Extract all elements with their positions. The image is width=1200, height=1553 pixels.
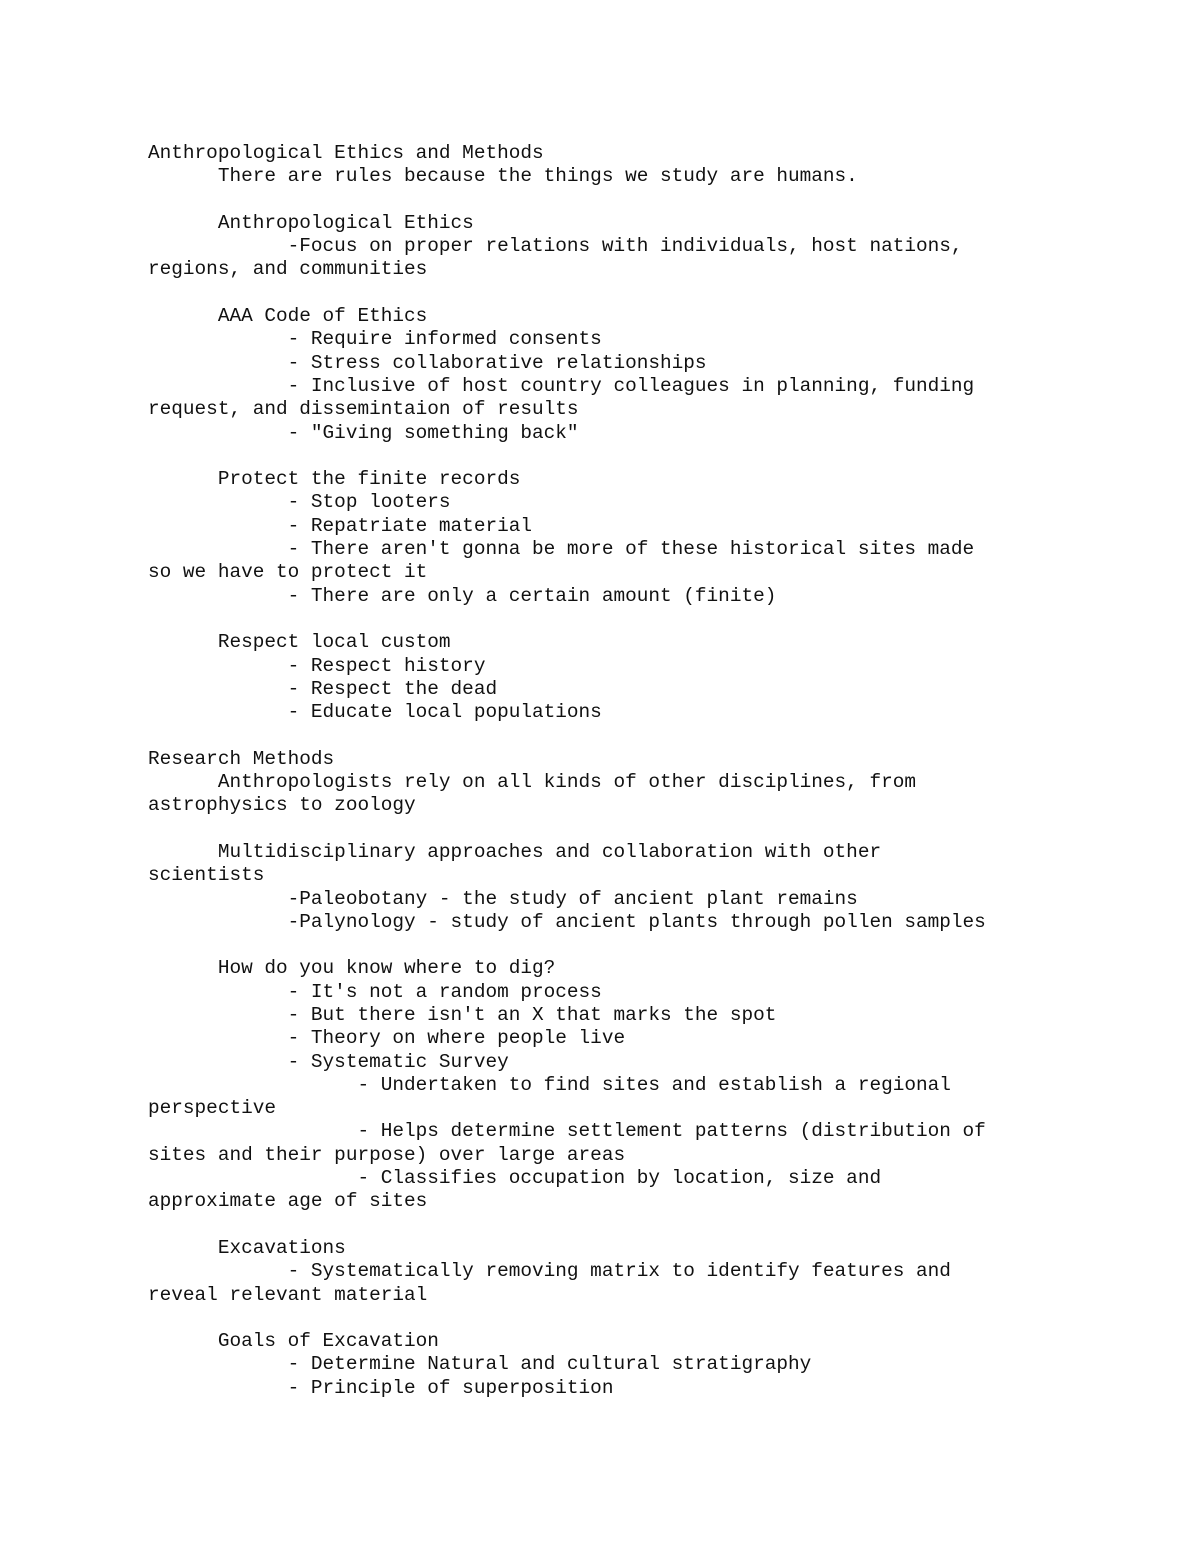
text-line: Respect local custom [148, 631, 451, 654]
text-line: - But there isn't an X that marks the spot [148, 1003, 777, 1026]
blank-line [148, 282, 1048, 305]
text-line: - Stop looters [148, 491, 451, 514]
text-line: - There aren't gonna be more of these historical sites made [148, 538, 975, 561]
text-line: - There are only a certain amount (finite) [148, 584, 777, 607]
text-line: - Systematic Survey [148, 1050, 509, 1073]
document-body [148, 142, 1048, 1400]
text-line: -Paleobotany - the study of ancient plant remains [148, 887, 858, 910]
text-line: Multidisciplinary approaches and collaboration with other [148, 840, 882, 863]
text-line: Anthropological Ethics [148, 211, 474, 234]
text-line: astrophysics to zoology [148, 794, 416, 817]
text-line: - Require informed consents [148, 328, 602, 351]
text-line: Anthropologists rely on all kinds of other disciplines, from [148, 771, 916, 794]
text-line: Excavations [148, 1236, 346, 1259]
blank-line [148, 445, 1048, 468]
blank-line [148, 189, 1048, 212]
text-line: - Systematically removing matrix to identify features and [148, 1260, 951, 1283]
text-line: - Determine Natural and cultural stratigraphy [148, 1353, 812, 1376]
text-line: - Respect history [148, 654, 486, 677]
text-line: Research Methods [148, 747, 335, 770]
text-line: -Focus on proper relations with individuals, host nations, [148, 235, 963, 258]
text-line: - Principle of superposition [148, 1376, 614, 1399]
text-line: - Undertaken to find sites and establish a regional [148, 1073, 951, 1096]
text-line: - Inclusive of host country colleagues in planning, funding [148, 374, 975, 397]
text-line: - Educate local populations [148, 701, 602, 724]
text-line: - Theory on where people live [148, 1027, 626, 1050]
text-line: scientists [148, 864, 265, 887]
text-line: There are rules because the things we study are humans. [148, 165, 858, 188]
text-line: - Classifies occupation by location, size and [148, 1167, 882, 1190]
text-line: - Respect the dead [148, 677, 498, 700]
text-line: reveal relevant material [148, 1283, 428, 1306]
blank-line [148, 724, 1048, 747]
text-line: - Stress collaborative relationships [148, 351, 707, 374]
blank-line [148, 818, 1048, 841]
text-line: regions, and communities [148, 258, 428, 281]
text-line: How do you know where to dig? [148, 957, 556, 980]
text-line: Anthropological Ethics and Methods [148, 142, 544, 164]
text-line: perspective [148, 1097, 276, 1120]
blank-line [148, 608, 1048, 631]
text-line: so we have to protect it [148, 561, 428, 584]
text-line: Protect the finite records [148, 468, 521, 491]
text-line: -Palynology - study of ancient plants through pollen samples [148, 910, 986, 933]
blank-line [148, 1214, 1048, 1237]
text-line: - Helps determine settlement patterns (distribution of [148, 1120, 986, 1143]
text-line: request, and dissemintaion of results [148, 398, 579, 421]
text-line: Goals of Excavation [148, 1330, 439, 1353]
text-line: - Repatriate material [148, 514, 532, 537]
blank-line [148, 934, 1048, 957]
text-line: - "Giving something back" [148, 421, 579, 444]
blank-line [148, 1307, 1048, 1330]
text-line: approximate age of sites [148, 1190, 428, 1213]
text-line: - It's not a random process [148, 980, 602, 1003]
text-line: sites and their purpose) over large areas [148, 1143, 626, 1166]
text-line: AAA Code of Ethics [148, 305, 428, 328]
